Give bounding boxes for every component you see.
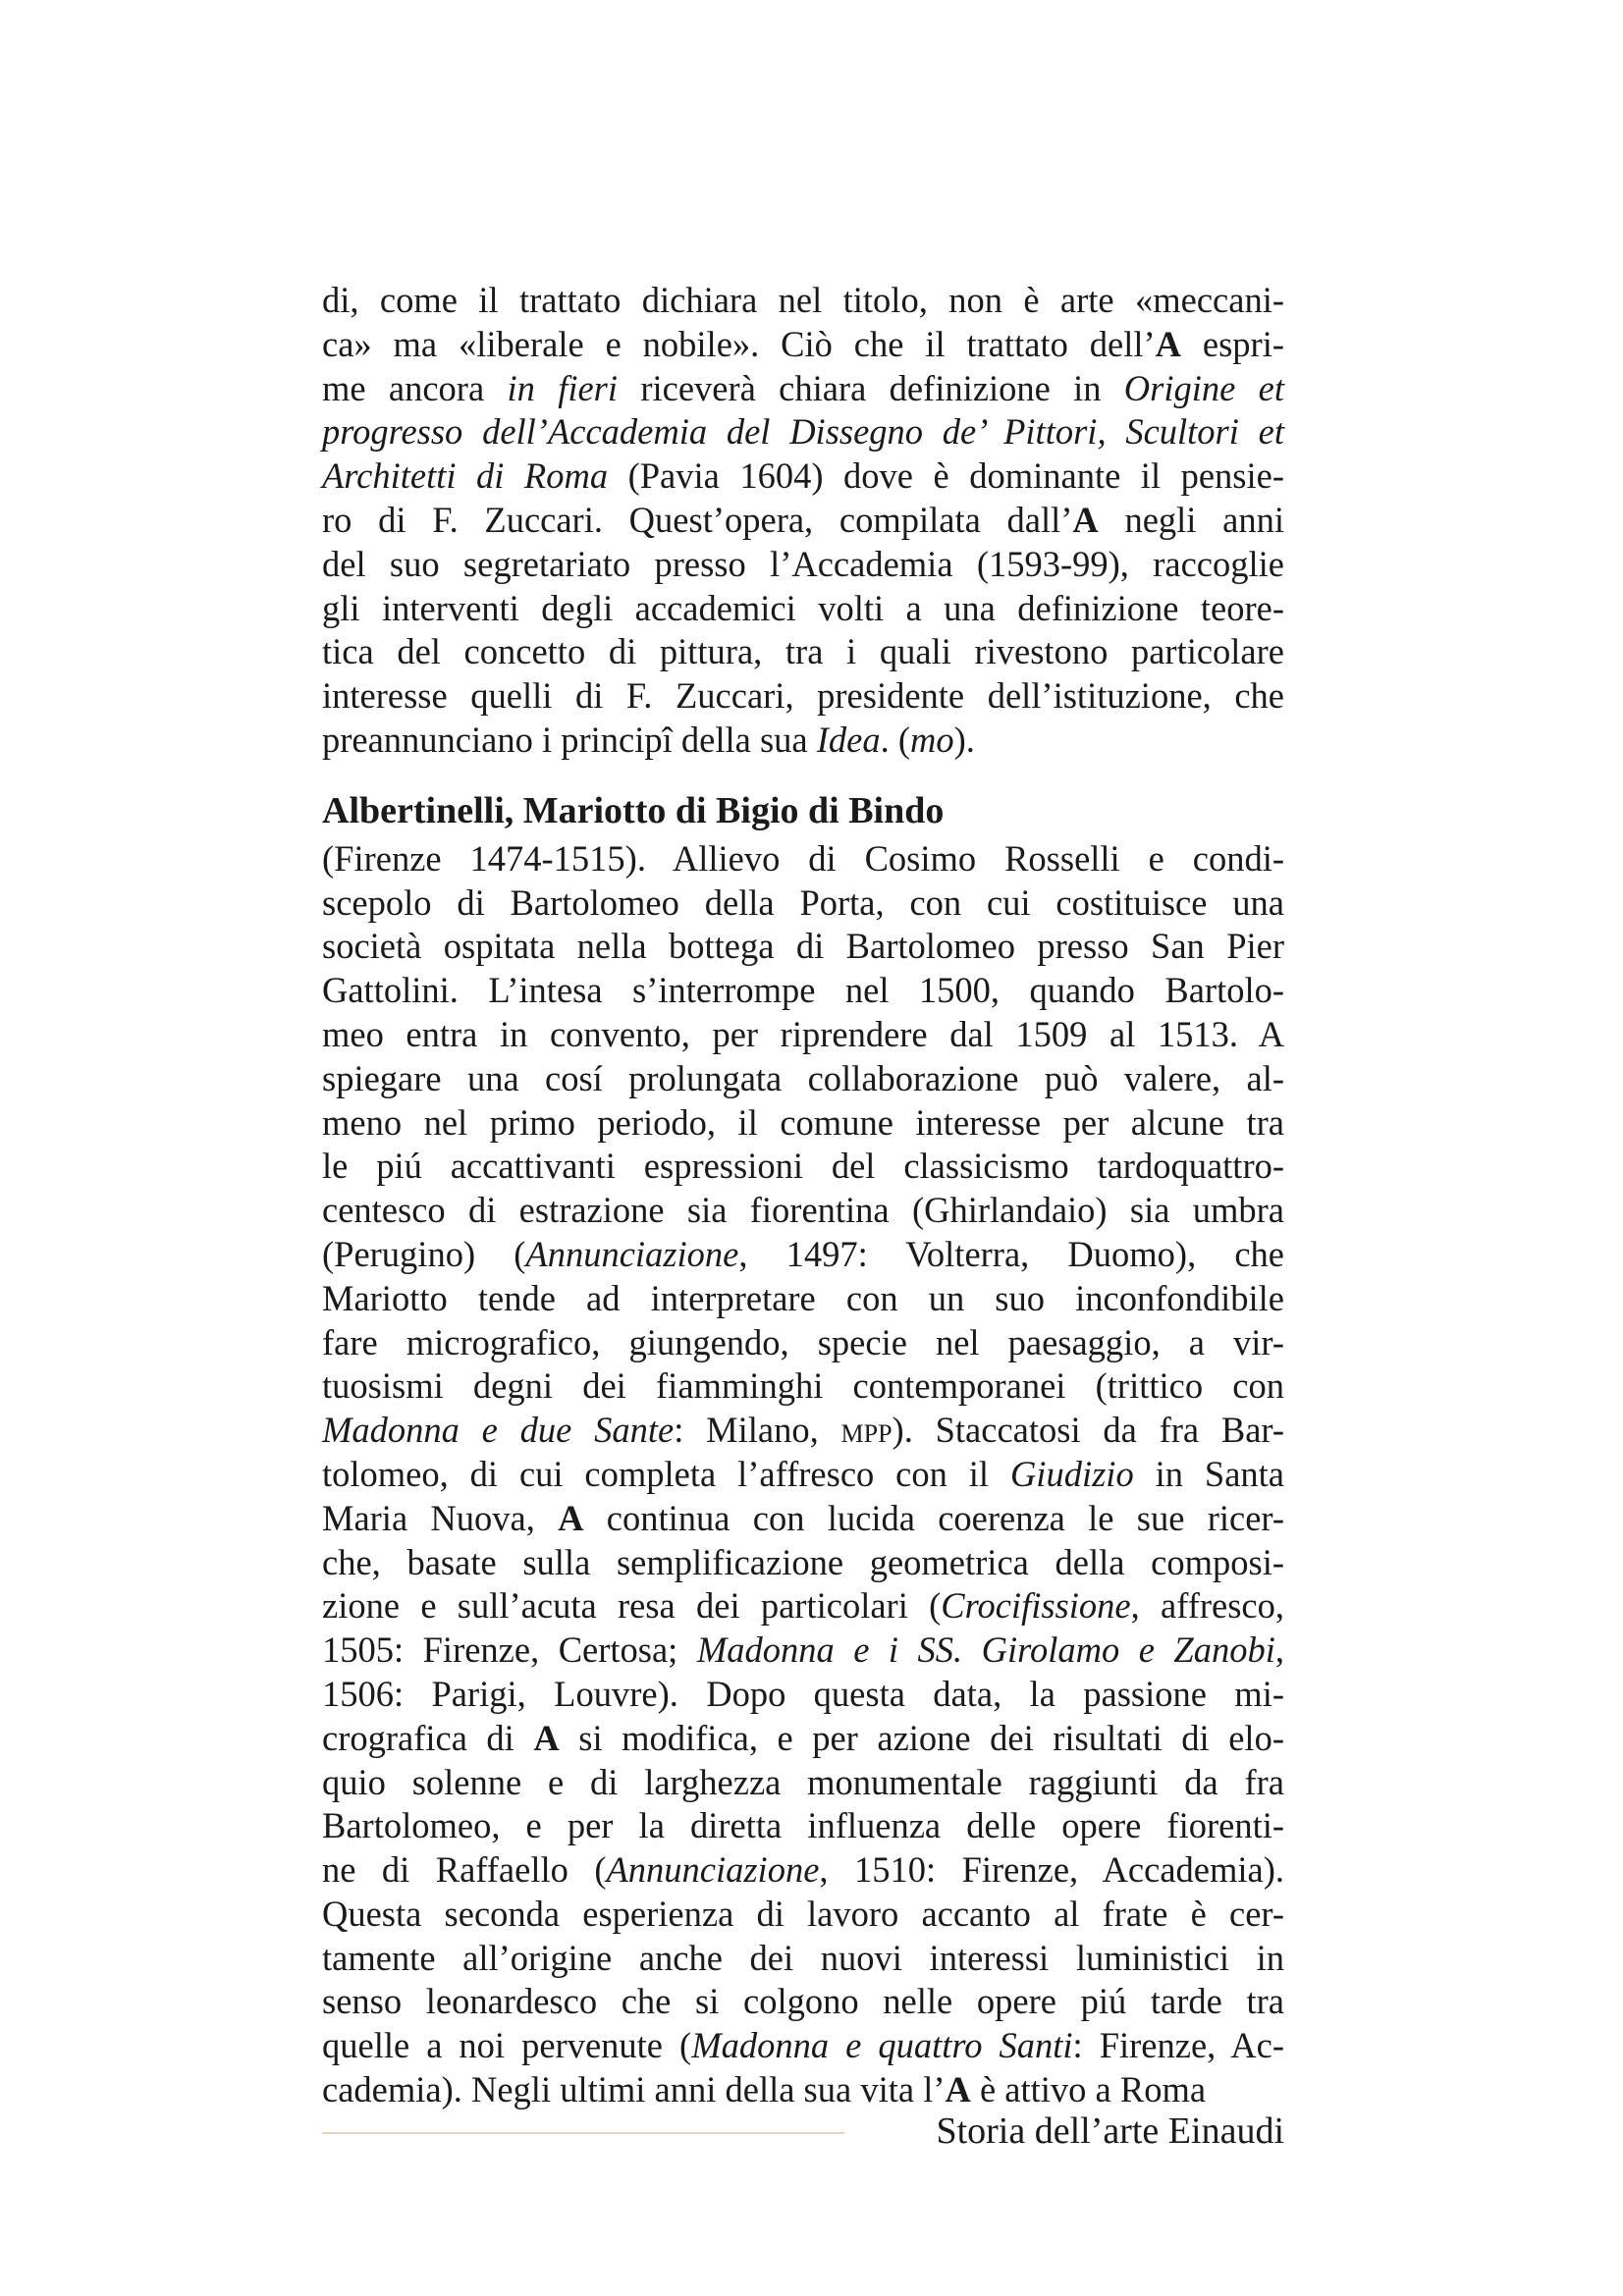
text-line: meno nel primo periodo, il comune interesse per alcune tra (322, 1101, 1284, 1143)
text-line: del suo segretariato presso l’Accademia (1593-99), raccoglie (322, 543, 1284, 584)
text-line: Gattolini. L’intesa s’interrompe nel 1500, quando Bartolo- (322, 970, 1284, 1011)
text-line: quelle a noi pervenute (Madonna e quattro Santi: Firenze, Ac- (322, 2025, 1284, 2066)
text-line: 1506: Parigi, Louvre). Dopo questa data, la passione mi- (322, 1673, 1284, 1714)
continuation-paragraph (322, 279, 1284, 763)
text-line: Maria Nuova, A continua con lucida coerenza le sue ricer- (322, 1497, 1284, 1538)
footer-rule (322, 2132, 844, 2134)
text-line: Bartolomeo, e per la diretta influenza delle opere fiorenti- (322, 1805, 1284, 1846)
text-line: zione e sull’acuta resa dei particolari (Crocifissione, affresco, (322, 1585, 1284, 1627)
footer-title: Storia dell’arte Einaudi (936, 2110, 1284, 2152)
text-line: interesse quelli di F. Zuccari, presidente dell’istituzione, che (322, 675, 1284, 717)
entry-paragraph (322, 837, 1284, 2112)
text-line: che, basate sulla semplificazione geometrica della composi- (322, 1541, 1284, 1582)
text-line: (Perugino) (Annunciazione, 1497: Volterra, Duomo), che (322, 1233, 1285, 1274)
text-line: gli interventi degli accademici volti a una definizione teore- (322, 587, 1284, 628)
text-line: centesco di estrazione sia fiorentina (Ghirlandaio) sia umbra (322, 1190, 1284, 1231)
text-line: di, come il trattato dichiara nel titolo, non è arte «meccani- (322, 280, 1284, 320)
text-line: Questa seconda esperienza di lavoro accanto al frate è cer- (322, 1893, 1284, 1934)
text-line: tolomeo, di cui completa l’affresco con il Giudizio in Santa (322, 1453, 1284, 1494)
text-line: me ancora in fieri riceverà chiara definizione in Origine et (322, 367, 1284, 408)
text-line: 1505: Firenze, Certosa; Madonna e i SS. Girolamo e Zanobi, (322, 1629, 1284, 1671)
text-line: le piú accattivanti espressioni del classicismo tardoquattro- (322, 1146, 1284, 1187)
text-line: ne di Raffaello (Annunciazione, 1510: Firenze, Accademia). (322, 1849, 1284, 1891)
text-line: ca» ma «liberale e nobile». Ciò che il trattato dell’A espri- (322, 323, 1285, 364)
text-line: Mariotto tende ad interpretare con un suo inconfondibile (322, 1277, 1284, 1318)
text-line: società ospitata nella bottega di Bartolomeo presso San Pier (322, 926, 1284, 967)
text-line: fare micrografico, giungendo, specie nel paesaggio, a vir- (322, 1321, 1284, 1362)
text-line: quio solenne e di larghezza monumentale raggiunti da fra (322, 1761, 1284, 1802)
text-line: progresso dell’Accademia del Dissegno de’ Pittori, Scultori et (322, 411, 1284, 453)
text-line: Architetti di Roma (Pavia 1604) dove è dominante il pensie- (322, 455, 1284, 497)
text-line: cademia). Negli ultimi anni della sua vita l’A è attivo a Roma (322, 2069, 1207, 2110)
text-line: ro di F. Zuccari. Quest’opera, compilata dall’A negli anni (322, 499, 1284, 540)
text-line: spiegare una cosí prolungata collaborazione può valere, al- (322, 1057, 1284, 1098)
text-line: crografica di A si modifica, e per azione dei risultati di elo- (322, 1717, 1284, 1758)
text-line: scepolo di Bartolomeo della Porta, con cui costituisce una (322, 881, 1284, 923)
entry-heading: Albertinelli, Mariotto di Bigio di Bindo (322, 789, 945, 831)
text-line: Madonna e due Sante: Milano, mpp). Staccatosi da fra Bar- (322, 1410, 1285, 1451)
text-line: tica del concetto di pittura, tra i quali rivestono particolare (322, 631, 1284, 672)
page-footer (322, 2107, 1284, 2156)
text-line: meo entra in convento, per riprendere dal 1509 al 1513. A (322, 1013, 1284, 1054)
text-line: (Firenze 1474-1515). Allievo di Cosimo Rosselli e condi- (322, 837, 1284, 879)
page-body (322, 279, 1284, 2112)
text-line: senso leonardesco che si colgono nelle opere piú tarde tra (322, 1981, 1284, 2022)
text-line: tuosismi degni dei fiamminghi contemporanei (trittico con (322, 1365, 1284, 1407)
text-line: tamente all’origine anche dei nuovi interessi luministici in (322, 1937, 1284, 1978)
text-line: preannunciano i principî della sua Idea. (mo). (322, 719, 975, 760)
